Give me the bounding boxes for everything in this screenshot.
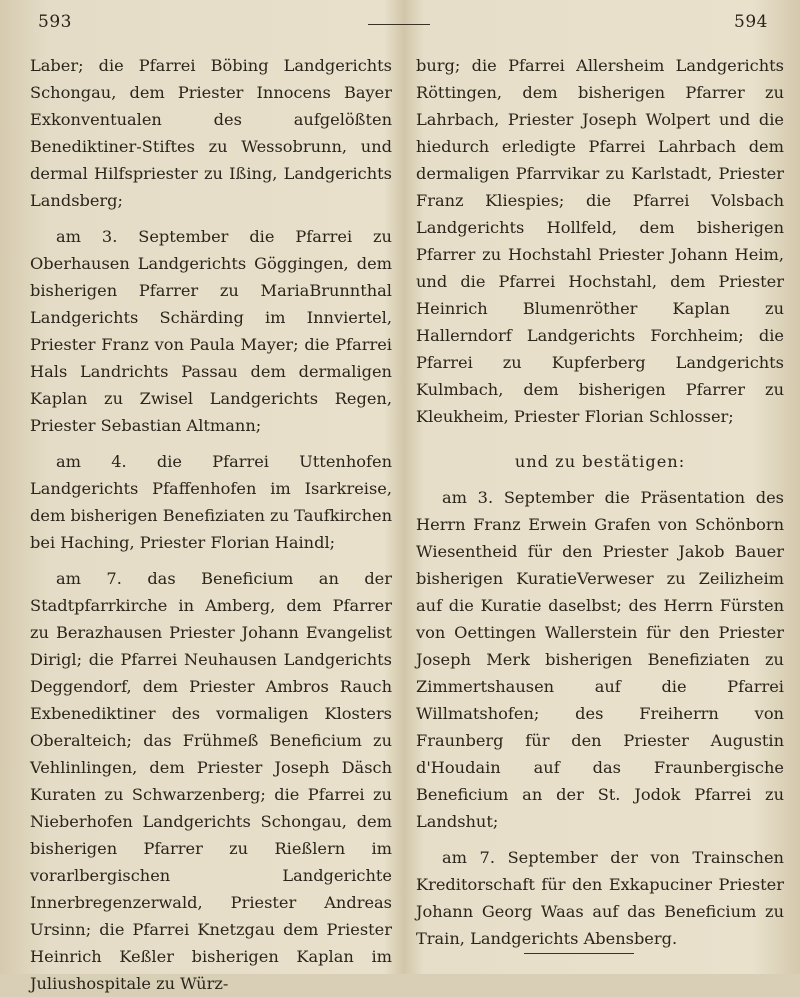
paragraph: am 3. September die Präsentation des Herrn Franz Erwein Grafen von Schönborn Wiesentheid für den Priester Jakob Bauer bisherigen KuratieVerweser zu Zeilizheim auf die Kuratie daselbst; des Herrn Fürsten von Oettingen Wallerstein für den Priester Joseph Merk bisherigen Benefiziaten zu Zimmertshausen auf die Pfarrei Willmatshofen; des Freiherrn von Fraunberg für den Priester Augustin d'Houdain auf das Fraunbergische Beneficium an der St. Jodok Pfarrei zu Landshut;: [416, 488, 784, 831]
left-text-column: [30, 52, 392, 997]
paragraph: am 7. das Beneficium an der Stadtpfarrkirche in Amberg, dem Pfarrer zu Berazhausen Priester Johann Evangelist Dirigl; die Pfarrei Neuhausen Landgerichts Deggendorf, dem Priester Ambros Rauch Exbenediktiner des vormaligen Klosters Oberalteich; das Frühmeß Beneficium zu Vehlinlingen, dem Priester Joseph Däsch Kuraten zu Schwarzenberg; die Pfarrei zu Nieberhofen Landgerichts Schongau, dem bisherigen Pfarrer zu Rießlern im vorarlbergischen Landgerichte Innerbregenzerwald, Priester Andreas Ursinn; die Pfarrei Knetzgau dem Priester Heinrich Keßler bisherigen Kaplan im Juliushospitale zu Würz-: [30, 569, 392, 993]
paragraph: am 4. die Pfarrei Uttenhofen Landgerichts Pfaffenhofen im Isarkreise, dem bisherigen Benefiziaten zu Taufkirchen bei Haching, Priester Florian Haindl;: [30, 452, 392, 552]
section-heading: und zu bestätigen:: [514, 452, 686, 471]
page-number-right: 594: [734, 12, 768, 32]
footer-rule: [524, 953, 634, 954]
right-text-column: [416, 52, 784, 952]
paragraph: Laber; die Pfarrei Böbing Landgerichts Schongau, dem Priester Innocens Bayer Exkonventualen des aufgelößten Benediktiner-Stiftes zu Wessobrunn, und dermal Hilfspriester zu Ißing, Landgerichts Landsberg;: [30, 56, 392, 210]
page-number-left: 593: [38, 12, 72, 32]
header-rule: [368, 24, 430, 25]
paragraph: burg; die Pfarrei Allersheim Landgerichts Röttingen, dem bisherigen Pfarrer zu Lahrbach, Priester Joseph Wolpert und die hiedurch erledigte Pfarrei Lahrbach dem dermaligen Pfarrvikar zu Karlstadt, Priester Franz Kliespies; die Pfarrei Volsbach Landgerichts Hollfeld, dem bisherigen Pfarrer zu Hochstahl Priester Johann Heim, und die Pfarrei Hochstahl, dem Priester Heinrich Blumenröther Kaplan zu Hallerndorf Landgerichts Forchheim; die Pfarrei zu Kupferberg Landgerichts Kulmbach, dem bisherigen Pfarrer zu Kleukheim, Priester Florian Schlosser;: [416, 56, 784, 426]
paragraph: am 7. September der von Trainschen Kreditorschaft für den Exkapuciner Priester Johann Georg Waas auf das Beneficium zu Train, Landgerichts Abensberg.: [416, 848, 784, 948]
paragraph: am 3. September die Pfarrei zu Oberhausen Landgerichts Göggingen, dem bisherigen Pfarrer zu MariaBrunnthal Landgerichts Schärding im Innviertel, Priester Franz von Paula Mayer; die Pfarrei Hals Landrichts Passau dem dermaligen Kaplan zu Zwisel Landgerichts Regen, Priester Sebastian Altmann;: [30, 227, 392, 435]
